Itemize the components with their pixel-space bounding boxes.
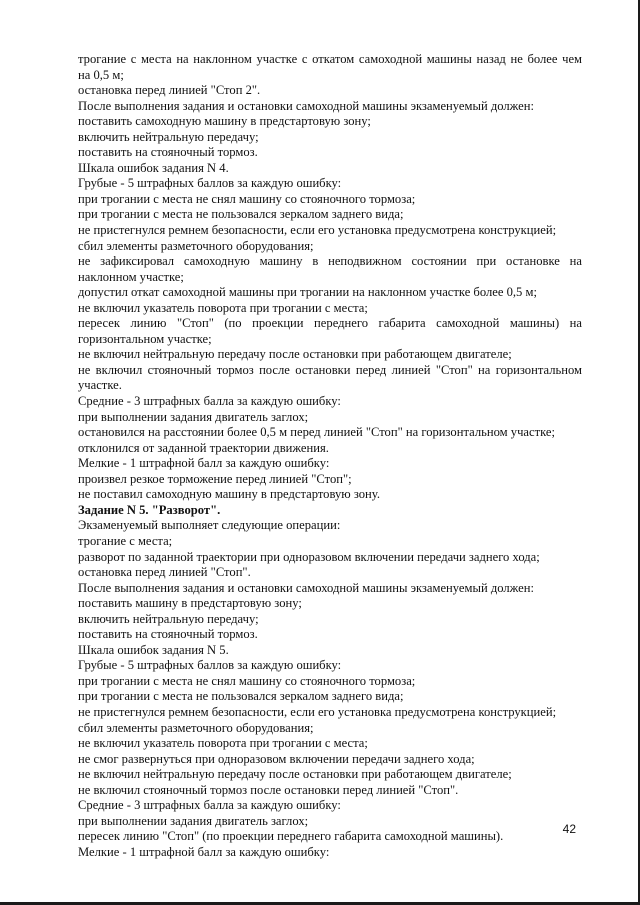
text-line: при трогании с места не пользовался зеркалом заднего вида; — [78, 207, 404, 222]
text-line: не смог развернуться при одноразовом включении передачи заднего хода; — [78, 751, 475, 766]
text-line: трогание с места; — [78, 533, 173, 548]
text-line: не включил указатель поворота при трогании с места; — [78, 300, 368, 315]
text-line: при выполнении задания двигатель заглох; — [78, 409, 309, 424]
text-line: поставить на стояночный тормоз. — [78, 627, 258, 642]
section-heading: Шкала ошибок задания N 5. — [78, 642, 229, 657]
text-line: допустил откат самоходной машины при трогании на наклонном участке более 0,5 м; — [78, 285, 537, 300]
text-line: включить нейтральную передачу; — [78, 129, 259, 144]
text-line: пересек линию "Стоп" (по проекции переднего габарита самоходной машины). — [78, 829, 504, 844]
text-line: Грубые - 5 штрафных баллов за каждую ошибку: — [78, 176, 342, 191]
text-line: остановка перед линией "Стоп". — [78, 565, 251, 580]
text-line: не зафиксировал самоходную машину в неподвижном состоянии при остановке на — [78, 254, 582, 269]
text-line: не поставил самоходную машину в предстартовую зону. — [78, 487, 380, 502]
text-line: Средние - 3 штрафных балла за каждую ошибку: — [78, 394, 341, 409]
page-number: 42 — [562, 822, 576, 836]
text-line: включить нейтральную передачу; — [78, 611, 259, 626]
text-line: не включил стояночный тормоз после остановки перед линией "Стоп". — [78, 782, 459, 797]
text-line: на 0,5 м; — [78, 67, 124, 82]
text-line: поставить на стояночный тормоз. — [78, 145, 258, 160]
text-line: разворот по заданной траектории при одноразовом включении передачи заднего хода; — [78, 549, 540, 564]
text-line: сбил элементы разметочного оборудования; — [78, 720, 314, 735]
text-line: остановился на расстоянии более 0,5 м перед линией "Стоп" на горизонтальном участке; — [78, 425, 555, 440]
section-heading: Шкала ошибок задания N 4. — [78, 160, 229, 175]
text-line: сбил элементы разметочного оборудования; — [78, 238, 314, 253]
page-body — [78, 52, 582, 860]
text-line: пересек линию "Стоп" (по проекции переднего габарита самоходной машины) на — [78, 316, 582, 331]
text-line: при трогании с места не снял машину со стояночного тормоза; — [78, 673, 416, 688]
text-line: произвел резкое торможение перед линией "Стоп"; — [78, 471, 352, 486]
text-line: не включил нейтральную передачу после остановки при работающем двигателе; — [78, 347, 512, 362]
text-line: не пристегнулся ремнем безопасности, если его установка предусмотрена конструкцией; — [78, 704, 557, 719]
text-line: не пристегнулся ремнем безопасности, если его установка предусмотрена конструкцией; — [78, 223, 557, 238]
text-line: не включил нейтральную передачу после остановки при работающем двигателе; — [78, 767, 512, 782]
text-line: отклонился от заданной траектории движения. — [78, 440, 329, 455]
text-line: не включил стояночный тормоз после остановки перед линией "Стоп" на горизонтальном — [78, 362, 582, 377]
text-line: Экзаменуемый выполняет следующие операции: — [78, 518, 341, 533]
text-line: при трогании с места не снял машину со стояночного тормоза; — [78, 191, 416, 206]
text-line: при выполнении задания двигатель заглох; — [78, 813, 309, 828]
task-heading: Задание N 5. "Разворот". — [78, 502, 221, 517]
text-line: После выполнения задания и остановки самоходной машины экзаменуемый должен: — [78, 98, 535, 113]
text-line: наклонном участке; — [78, 269, 184, 284]
text-line: Грубые - 5 штрафных баллов за каждую ошибку: — [78, 658, 342, 673]
text-line: при трогании с места не пользовался зеркалом заднего вида; — [78, 689, 404, 704]
text-line: Мелкие - 1 штрафной балл за каждую ошибку: — [78, 456, 330, 471]
text-line: не включил указатель поворота при трогании с места; — [78, 736, 368, 751]
text-line: поставить машину в предстартовую зону; — [78, 596, 302, 611]
text-line: трогание с места на наклонном участке с откатом самоходной машины назад не более чем — [78, 52, 582, 66]
text-line: остановка перед линией "Стоп 2". — [78, 83, 261, 98]
text-line: поставить самоходную машину в предстартовую зону; — [78, 114, 371, 129]
text-line: горизонтальном участке; — [78, 331, 212, 346]
text-line: участке. — [78, 378, 122, 393]
text-line: Средние - 3 штрафных балла за каждую ошибку: — [78, 798, 341, 813]
text-line: Мелкие - 1 штрафной балл за каждую ошибку: — [78, 844, 330, 859]
text-line: После выполнения задания и остановки самоходной машины экзаменуемый должен: — [78, 580, 535, 595]
